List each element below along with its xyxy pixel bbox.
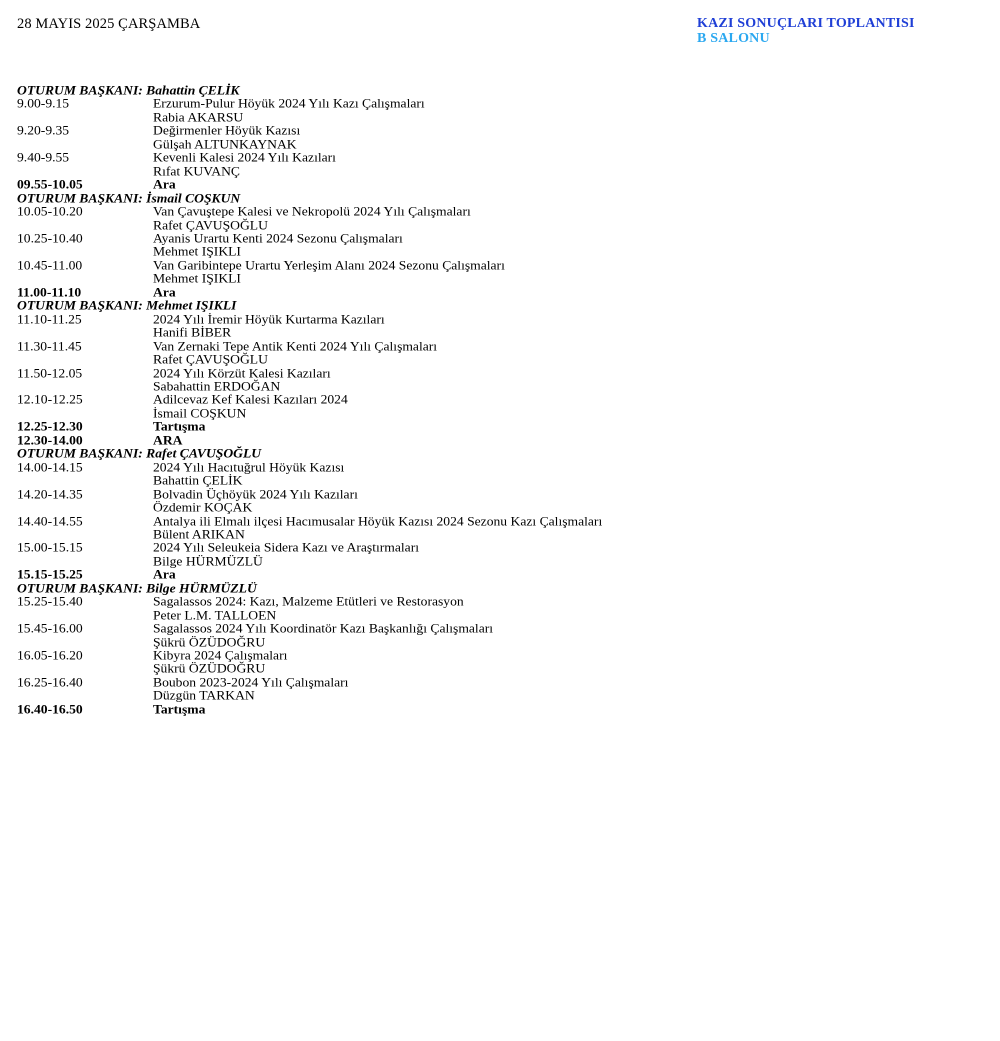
break-label: Ara: [153, 284, 176, 300]
speaker-name: Bilge HÜRMÜZLÜ: [153, 553, 263, 569]
speaker-name: Şükrü ÖZÜDOĞRU: [153, 634, 266, 650]
talk-title: Değirmenler Höyük Kazısı: [153, 123, 301, 138]
program-date: 28 MAYIS 2025 ÇARŞAMBA: [17, 16, 201, 32]
talk-title: Bolvadin Üçhöyük 2024 Yılı Kazıları: [153, 486, 358, 502]
speaker-row: [17, 662, 977, 675]
talk-row: [17, 124, 977, 137]
talk-title: Boubon 2023-2024 Yılı Çalışmaları: [153, 674, 349, 690]
time-slot: 9.20-9.35: [17, 123, 70, 138]
time-slot: 16.25-16.40: [17, 674, 83, 690]
speaker-row: [17, 326, 977, 339]
break-label: ARA: [153, 432, 183, 448]
time-slot: 10.45-11.00: [17, 257, 83, 273]
talk-row: [17, 622, 977, 635]
talk-row: [17, 151, 977, 164]
time-slot: 16.40-16.50: [17, 701, 83, 717]
break-row: [17, 703, 977, 716]
speaker-row: [17, 272, 977, 285]
speaker-name: Rafet ÇAVUŞOĞLU: [153, 217, 268, 232]
speaker-row: [17, 407, 977, 420]
talk-row: [17, 232, 977, 245]
talk-row: [17, 595, 977, 608]
time-slot: 10.25-10.40: [17, 231, 83, 246]
talk-title: Sagalassos 2024: Kazı, Malzeme Etütleri ve Restorasyon: [153, 594, 464, 609]
talk-title: Ayanis Urartu Kenti 2024 Sezonu Çalışmaları: [153, 231, 403, 246]
speaker-row: [17, 609, 977, 622]
talk-title: 2024 Yılı İremir Höyük Kurtarma Kazıları: [153, 311, 385, 327]
speaker-row: [17, 111, 977, 124]
talk-title: Sagalassos 2024 Yılı Koordinatör Kazı Başkanlığı Çalışmaları: [153, 621, 494, 636]
session-chair: OTURUM BAŞKANI: İsmail COŞKUN: [17, 190, 241, 206]
speaker-row: [17, 636, 977, 649]
talk-row: [17, 313, 977, 326]
speaker-name: Rabia AKARSU: [153, 109, 244, 125]
talk-row: [17, 340, 977, 353]
time-slot: 14.40-14.55: [17, 513, 83, 528]
break-label: Ara: [153, 177, 176, 192]
speaker-name: Mehmet IŞIKLI: [153, 271, 241, 286]
talk-row: [17, 393, 977, 406]
hall-name: B SALONU: [697, 31, 770, 46]
talk-title: Antalya ili Elmalı ilçesi Hacımusalar Höyük Kazısı 2024 Sezonu Kazı Çalışmaları: [153, 513, 603, 528]
time-slot: 12.25-12.30: [17, 419, 83, 434]
session-chair-row: [17, 582, 977, 595]
talk-row: [17, 97, 977, 110]
talk-title: 2024 Yılı Seleukeia Sidera Kazı ve Araştırmaları: [153, 540, 420, 555]
time-slot: 15.15-15.25: [17, 567, 83, 582]
time-slot: 14.00-14.15: [17, 459, 83, 475]
talk-row: [17, 488, 977, 501]
break-label: Ara: [153, 567, 176, 582]
talk-row: [17, 541, 977, 554]
time-slot: 15.45-16.00: [17, 621, 83, 636]
break-label: Tartışma: [153, 701, 206, 717]
speaker-row: [17, 380, 977, 393]
time-slot: 14.20-14.35: [17, 486, 83, 502]
meeting-title: KAZI SONUÇLARI TOPLANTISI: [697, 16, 915, 31]
time-slot: 11.00-11.10: [17, 284, 82, 300]
talk-title: Van Çavuştepe Kalesi ve Nekropolü 2024 Yılı Çalışmaları: [153, 204, 471, 219]
speaker-name: Sabahattin ERDOĞAN: [153, 379, 281, 394]
time-slot: 09.55-10.05: [17, 177, 83, 192]
speaker-row: [17, 165, 977, 178]
speaker-name: Peter L.M. TALLOEN: [153, 607, 277, 623]
session-chair: OTURUM BAŞKANI: Rafet ÇAVUŞOĞLU: [17, 446, 262, 461]
session-chair-row: [17, 192, 977, 205]
speaker-row: [17, 353, 977, 366]
break-row: [17, 434, 977, 447]
talk-row: [17, 259, 977, 272]
speaker-name: Rafet ÇAVUŞOĞLU: [153, 352, 268, 367]
speaker-name: Hanifi BİBER: [153, 325, 232, 340]
time-slot: 9.00-9.15: [17, 96, 70, 111]
speaker-name: Şükrü ÖZÜDOĞRU: [153, 661, 266, 676]
speaker-name: Gülşah ALTUNKAYNAK: [153, 136, 297, 152]
talk-title: 2024 Yılı Körzüt Kalesi Kazıları: [153, 365, 331, 380]
speaker-row: [17, 474, 977, 487]
speaker-row: [17, 689, 977, 702]
time-slot: 16.05-16.20: [17, 648, 83, 663]
time-slot: 10.05-10.20: [17, 204, 83, 219]
talk-title: Erzurum-Pulur Höyük 2024 Yılı Kazı Çalışmaları: [153, 96, 425, 111]
talk-row: [17, 649, 977, 662]
speaker-name: Rıfat KUVANÇ: [153, 163, 240, 179]
session-chair-row: [17, 299, 977, 312]
header-block: [697, 16, 915, 46]
talk-row: [17, 461, 977, 474]
talk-title: Van Garibintepe Urartu Yerleşim Alanı 2024 Sezonu Çalışmaları: [153, 257, 505, 273]
talk-title: Van Zernaki Tepe Antik Kenti 2024 Yılı Çalışmaları: [153, 338, 438, 354]
speaker-name: Özdemir KOÇAK: [153, 500, 253, 515]
break-row: [17, 420, 977, 433]
break-row: [17, 568, 977, 581]
speaker-row: [17, 219, 977, 232]
speaker-row: [17, 501, 977, 514]
speaker-row: [17, 555, 977, 568]
session-chair: OTURUM BAŞKANI: Mehmet IŞIKLI: [17, 298, 237, 313]
time-slot: 11.50-12.05: [17, 365, 83, 380]
time-slot: 12.30-14.00: [17, 432, 83, 448]
break-row: [17, 286, 977, 299]
schedule-list: [17, 84, 977, 716]
talk-title: Kibyra 2024 Çalışmaları: [153, 648, 288, 663]
break-row: [17, 178, 977, 191]
speaker-name: Düzgün TARKAN: [153, 688, 255, 703]
speaker-name: Bülent ARIKAN: [153, 526, 245, 542]
time-slot: 15.25-15.40: [17, 594, 83, 609]
talk-row: [17, 205, 977, 218]
break-label: Tartışma: [153, 419, 206, 434]
session-chair: OTURUM BAŞKANI: Bilge HÜRMÜZLÜ: [17, 580, 257, 596]
time-slot: 15.00-15.15: [17, 540, 83, 555]
talk-row: [17, 515, 977, 528]
speaker-name: Bahattin ÇELİK: [153, 473, 243, 488]
speaker-row: [17, 528, 977, 541]
session-chair-row: [17, 447, 977, 460]
time-slot: 9.40-9.55: [17, 150, 70, 165]
talk-row: [17, 367, 977, 380]
session-chair: OTURUM BAŞKANI: Bahattin ÇELİK: [17, 83, 240, 98]
talk-title: 2024 Yılı Hacıtuğrul Höyük Kazısı: [153, 459, 345, 475]
time-slot: 11.10-11.25: [17, 311, 82, 327]
speaker-name: Mehmet IŞIKLI: [153, 244, 241, 259]
talk-title: Adilcevaz Kef Kalesi Kazıları 2024: [153, 392, 348, 407]
time-slot: 11.30-11.45: [17, 338, 82, 354]
session-chair-row: [17, 84, 977, 97]
time-slot: 12.10-12.25: [17, 392, 83, 407]
talk-title: Kevenli Kalesi 2024 Yılı Kazıları: [153, 150, 336, 165]
talk-row: [17, 676, 977, 689]
speaker-name: İsmail COŞKUN: [153, 405, 247, 421]
speaker-row: [17, 245, 977, 258]
speaker-row: [17, 138, 977, 151]
